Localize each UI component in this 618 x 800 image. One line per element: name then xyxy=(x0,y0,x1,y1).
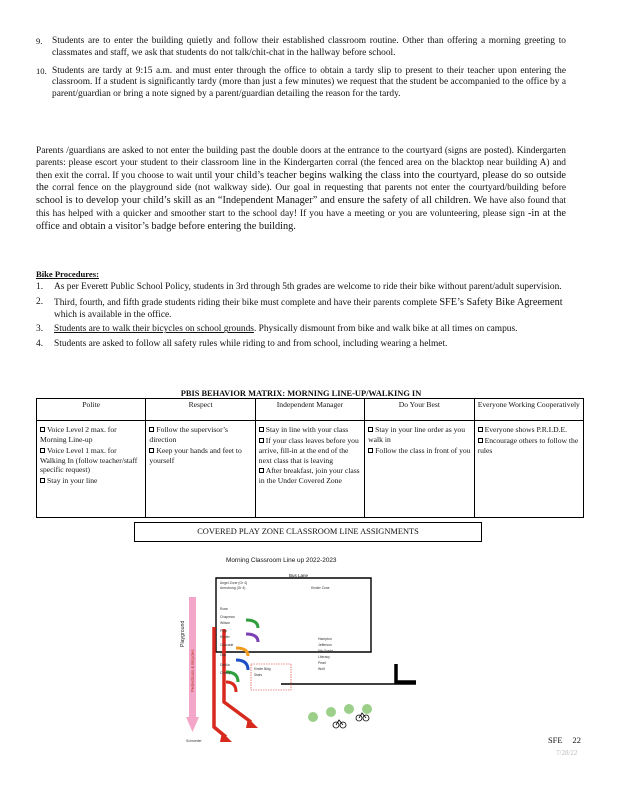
matrix-item: Stay in your line order as you walk in xyxy=(368,425,466,444)
zone-label: Angel Zone (Gr 4) xyxy=(220,581,248,585)
line-label: Hampton xyxy=(318,637,332,641)
rule-text: Students are to enter the building quietly and follow their established classroom routine. Other than offering a morning greeting to classmates and staff, we ask that students do not talk/chit-chat in the hallway before school. xyxy=(52,36,566,58)
line-label: Literacy xyxy=(318,655,330,659)
line-label: Rose xyxy=(220,607,228,611)
matrix-item: After breakfast, join your class in the Under Covered Zone xyxy=(258,466,360,486)
checkbox-icon xyxy=(259,427,264,432)
footer-label: SFE xyxy=(548,736,563,745)
rule-number: 9. xyxy=(36,36,43,46)
footer-date: 7/28/22 xyxy=(556,749,578,757)
line-label: Dahlia xyxy=(220,663,230,667)
tree-icon xyxy=(362,704,372,714)
parents-text-4: school is to develop your child’s skill as an “Independent Manager” and ensure the safety of all children. We xyxy=(36,195,488,207)
matrix-cell-cooperative xyxy=(474,421,583,518)
matrix-item: Follow the class in front of you xyxy=(375,445,471,455)
line-label: Prep xyxy=(220,629,228,633)
bike-item-text-end: which is available in the office. xyxy=(54,309,172,320)
tree-icon xyxy=(344,704,354,714)
checkbox-icon xyxy=(149,448,154,453)
line-label: Pearl xyxy=(318,661,326,665)
bike-procedures-list xyxy=(36,282,566,354)
checkbox-icon xyxy=(259,438,264,443)
checkbox-icon xyxy=(149,427,154,432)
bike-item-number: 1. xyxy=(36,282,44,292)
behavior-matrix xyxy=(36,398,584,518)
matrix-header: Respect xyxy=(146,399,255,421)
parents-paragraph xyxy=(36,146,566,234)
corral-label: Kinder Bldg xyxy=(254,667,271,671)
bicycle-icon xyxy=(333,720,346,728)
line-label: Kinder xyxy=(220,635,230,639)
parents-text-3: corral fence on the playground side (not walkway side). Our goal in requesting that parents not enter the courtyard/building before xyxy=(52,183,567,194)
matrix-item: If your class leaves before you arrive, fill-in at the end of the next class that is leaving xyxy=(258,435,359,465)
matrix-cell-respect xyxy=(146,421,255,518)
matrix-header: Polite xyxy=(37,399,146,421)
line-label: Wilson xyxy=(220,621,231,625)
page-number: 22 xyxy=(572,736,581,745)
bicycle-icon xyxy=(356,713,369,721)
bike-item-text: Third, fourth, and fifth grade students riding their bike must complete and have their parents complete xyxy=(54,297,437,308)
zone-label: Armstrong (Gr 4) xyxy=(220,586,246,590)
matrix-cell-independent xyxy=(255,421,364,518)
matrix-cell-polite xyxy=(37,421,146,518)
bike-item xyxy=(36,339,566,351)
bike-agreement-name: SFE’s Safety Bike Agreement xyxy=(439,296,563,308)
pedestrian-label: Pedestrians & Bicycles xyxy=(190,649,195,692)
line-label: Oak xyxy=(220,653,227,657)
line-label: 5th Grade xyxy=(318,649,334,653)
bike-item-number: 2. xyxy=(36,296,44,307)
checkbox-icon xyxy=(259,468,264,473)
bike-procedures-title: Bike Procedures: xyxy=(36,269,99,279)
rule-text: Students are tardy at 9:15 a.m. and must enter through the office to obtain a tardy slip to present to their teacher upon entering the classroom. If a student is significantly tardy (more than just a few minutes) we request that the student be accompanied to the office by a parent/guardian or bring a note signed by a parent/guardian detailing the reason for the tardy. xyxy=(52,65,566,99)
bike-item-underlined: Students are to walk their bicycles on school grounds xyxy=(54,324,254,335)
checkbox-icon xyxy=(368,448,373,453)
purple-line-route xyxy=(246,634,258,642)
bike-item-number: 3. xyxy=(36,324,44,335)
matrix-item: Stay in line with your class xyxy=(265,425,349,434)
bike-item-text: As per Everett Public School Policy, students in 3rd through 5th grades are welcome to ride their bike without parent/adult supervision. xyxy=(54,282,562,292)
checkbox-icon xyxy=(40,427,45,432)
matrix-header: Everyone Working Cooperatively xyxy=(474,399,583,421)
blue-line-route xyxy=(236,660,248,670)
bike-item-text: . Physically dismount from bike and walk bike at all times on campus. xyxy=(253,324,518,335)
matrix-item: Voice Level 2 max. for Morning Line-up xyxy=(40,425,117,444)
parents-text-5: have also found that this has helped with a quicker and smoother start to the school day! If you have a meeting or you are volunteering, please sign xyxy=(36,196,567,220)
line-up-map xyxy=(180,552,436,752)
bike-item xyxy=(36,297,566,322)
line-label: Wolf xyxy=(318,667,325,671)
checkbox-icon xyxy=(368,427,373,432)
rule-item xyxy=(36,66,566,101)
parents-text-6: -in at the office and obtain a visitor’s badge before entering the building. xyxy=(36,208,566,232)
matrix-header: Do Your Best xyxy=(365,399,474,421)
red-arrow-icon xyxy=(246,718,258,728)
rule-item xyxy=(36,36,566,60)
matrix-title: PBIS BEHAVIOR MATRIX: MORNING LINE-UP/WALKING IN xyxy=(180,389,422,398)
checkbox-icon xyxy=(40,478,45,483)
map-title: Morning Classroom Line up 2022-2023 xyxy=(226,557,337,564)
matrix-item: Keep your hands and feet to yourself xyxy=(149,445,242,465)
parents-text-1: Parents /guardians are asked to not enter the building past the double doors at the entrance to the courtyard (signs are posted). Kindergarten parents: please escort your student to their classroom line in the Kindergarten corral (the fenced area on the blacktop near building A) and then exit the corral. If you choose to wait until xyxy=(36,146,566,181)
tree-icon xyxy=(326,707,336,717)
line-label: Schroeder xyxy=(186,739,202,743)
pedestrian-arrow-icon xyxy=(186,717,199,732)
line-label: Chapman xyxy=(220,615,235,619)
line-label: Jefferson xyxy=(318,643,332,647)
matrix-item: Voice Level 1 max. for Walking In (follow teacher/staff specific request) xyxy=(40,445,138,475)
tree-icon xyxy=(308,712,318,722)
matrix-item: Stay in your line xyxy=(47,476,98,486)
bike-item xyxy=(36,324,566,336)
bike-item xyxy=(36,282,566,294)
matrix-item: Follow the supervisor’s direction xyxy=(149,425,228,444)
rule-number: 10. xyxy=(36,65,47,76)
matrix-item: Encourage others to follow the rules xyxy=(477,435,579,455)
playground-label: Playground xyxy=(180,620,186,647)
checkbox-icon xyxy=(478,438,483,443)
cafeteria-wall xyxy=(396,664,416,682)
parents-text-2: your child’s teacher begins walking the class into the courtyard, please do so outside the xyxy=(36,169,566,194)
red-arrow-icon xyxy=(220,732,232,742)
matrix-item: Everyone shows P.R.I.D.E. xyxy=(484,425,568,434)
page-footer xyxy=(548,736,581,747)
matrix-header: Independent Manager xyxy=(255,399,364,421)
green-line-route xyxy=(246,620,258,628)
matrix-cell-best xyxy=(365,421,474,518)
checkbox-icon xyxy=(40,448,45,453)
bike-item-number: 4. xyxy=(36,339,44,350)
corral-label: Stairs xyxy=(254,673,263,677)
checkbox-icon xyxy=(478,427,483,432)
covered-zone-heading: COVERED PLAY ZONE CLASSROOM LINE ASSIGNMENTS xyxy=(134,522,482,542)
red-line-route-3 xyxy=(226,682,236,692)
line-label: Cherry xyxy=(220,671,231,675)
line-label: Cascade xyxy=(220,643,234,647)
bike-item-text: Students are asked to follow all safety rules while riding to and from school, including wearing a helmet. xyxy=(54,339,448,350)
bus-lane-label: Bus Lane xyxy=(289,573,309,578)
zone-label: Kinder Zone xyxy=(311,586,330,590)
rules-list xyxy=(36,36,566,107)
